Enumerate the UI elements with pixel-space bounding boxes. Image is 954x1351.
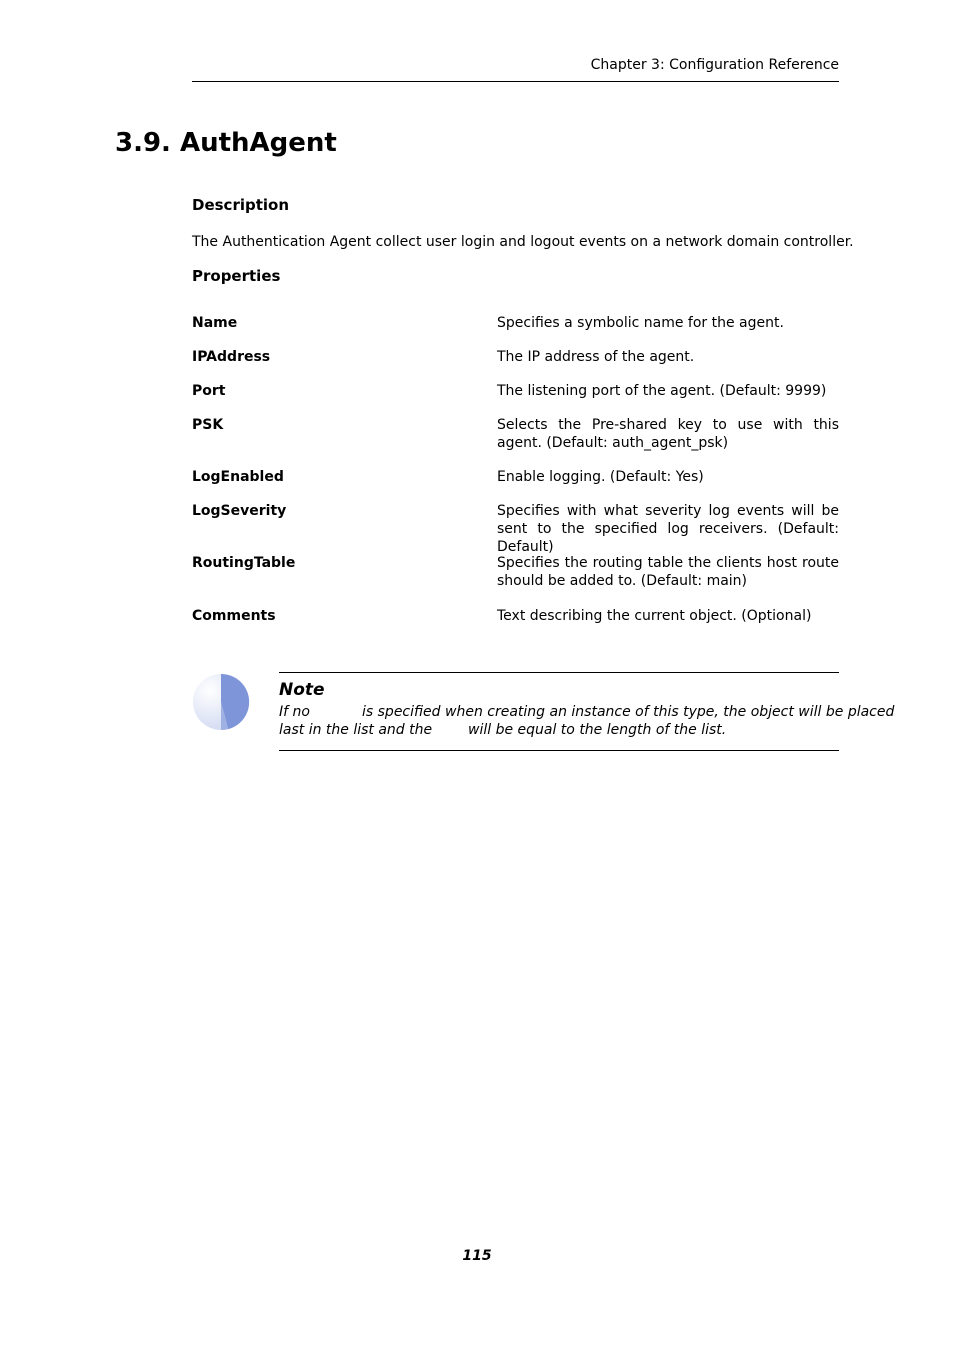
- property-name: LogEnabled: [192, 469, 284, 485]
- property-name: Port: [192, 383, 226, 399]
- property-name: PSK: [192, 417, 224, 433]
- note-text: If no: [279, 704, 310, 720]
- property-name: LogSeverity: [192, 503, 287, 519]
- property-row: [192, 554, 839, 590]
- property-description: Selects the Pre-shared key to use with this agent. (Default: auth_agent_psk): [497, 417, 839, 451]
- property-row: [192, 607, 839, 643]
- properties-heading: Properties: [192, 267, 281, 285]
- property-row: [192, 416, 839, 452]
- property-description: Text describing the current object. (Optional): [497, 608, 812, 624]
- chapter-title: Chapter 3: Configuration Reference: [590, 57, 839, 73]
- property-description: Specifies the routing table the clients host route should be added to. (Default: main): [497, 555, 839, 589]
- property-row: [192, 348, 839, 384]
- note-icon: [192, 673, 250, 731]
- property-description: The listening port of the agent. (Default: 9999): [497, 383, 827, 399]
- property-row: [192, 382, 839, 418]
- property-name: Name: [192, 315, 238, 331]
- property-name: RoutingTable: [192, 555, 296, 571]
- note-box: [279, 672, 895, 751]
- property-name: IPAddress: [192, 349, 271, 365]
- section-title: 3.9. AuthAgent: [115, 128, 337, 158]
- property-description: The IP address of the agent.: [497, 349, 695, 365]
- note-title: Note: [279, 680, 325, 700]
- property-description: Enable logging. (Default: Yes): [497, 469, 704, 485]
- property-row: [192, 468, 839, 504]
- note-text: is specified when creating an instance of this type, the object will be placed: [362, 704, 895, 720]
- property-description: Specifies with what severity log events will be sent to the specified log receivers. (Default: Default): [497, 503, 839, 555]
- description-text: The Authentication Agent collect user login and logout events on a network domain controller.: [192, 234, 854, 250]
- property-name: Comments: [192, 608, 276, 624]
- note-line-1: [279, 703, 895, 721]
- page-header: [192, 55, 839, 82]
- property-row: [192, 502, 839, 555]
- note-text: will be equal to the length of the list.: [468, 722, 727, 738]
- property-description: Specifies a symbolic name for the agent.: [497, 315, 784, 331]
- property-row: [192, 314, 839, 350]
- note-line-2: [279, 721, 839, 739]
- description-heading: Description: [192, 196, 290, 214]
- page-number: 115: [462, 1248, 492, 1264]
- note-text: last in the list and the: [279, 722, 433, 738]
